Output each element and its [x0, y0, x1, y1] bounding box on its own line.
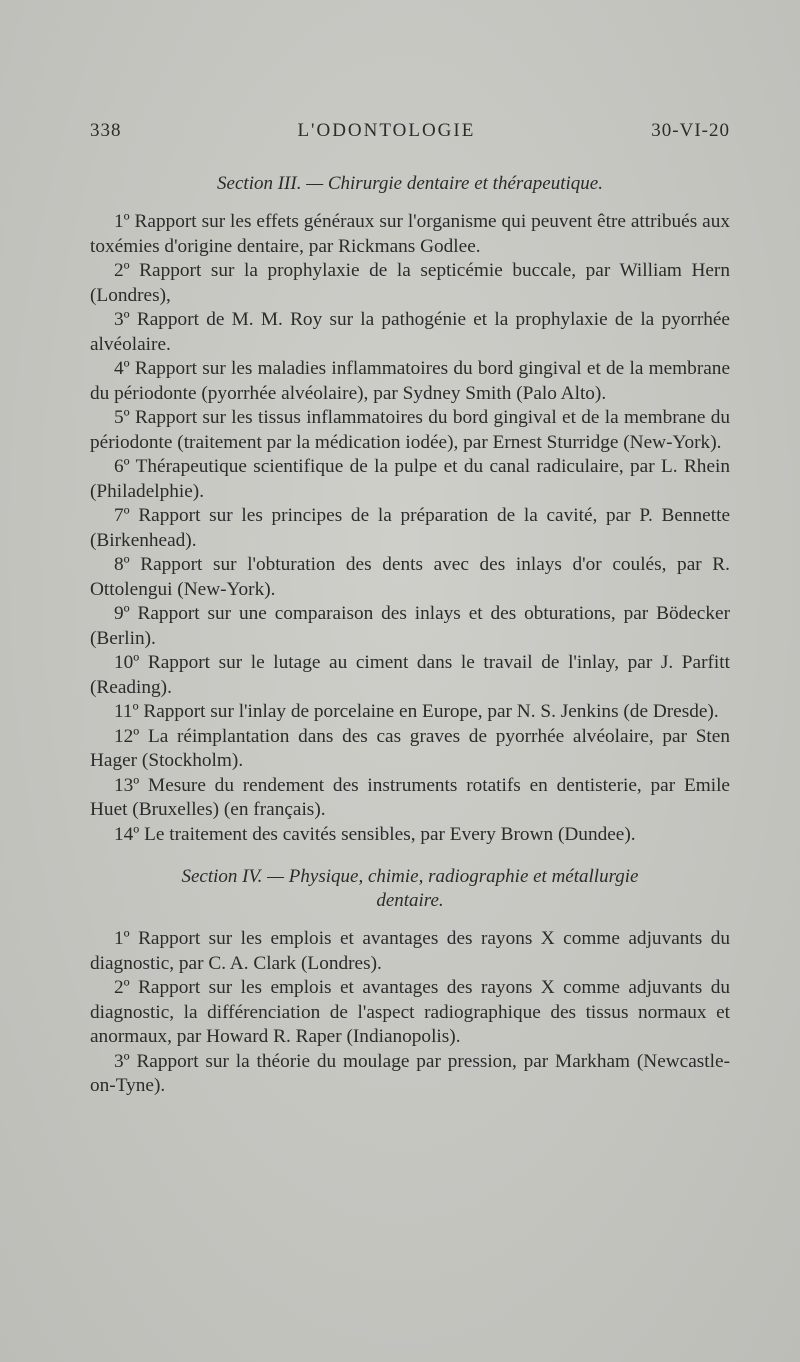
- list-item: 1º Rapport sur les emplois et avantages des rayons X comme adjuvants du diagnostic, par C. A. Clark (Londres).: [90, 928, 730, 974]
- section-iv-title: [90, 865, 730, 913]
- list-item: 5º Rapport sur les tissus inflammatoires du bord gingival et de la membrane du périodonte (traitement par la médication iodée), par Ernest Sturridge (New-York).: [90, 407, 730, 453]
- list-item: 13º Mesure du rendement des instruments rotatifs en dentisterie, par Emile Huet (Bruxelles) (en français).: [90, 774, 730, 820]
- running-header: [90, 120, 730, 142]
- journal-title: L'ODONTOLOGIE: [297, 120, 476, 141]
- section-iv-list: [90, 927, 730, 1099]
- list-item: 1º Rapport sur les effets généraux sur l'organisme qui peuvent être attribués aux toxémies d'origine dentaire, par Rickmans Godlee.: [90, 211, 730, 257]
- list-item: 10º Rapport sur le lutage au ciment dans le travail de l'inlay, par J. Parfitt (Reading).: [90, 652, 730, 698]
- list-item: 3º Rapport sur la théorie du moulage par pression, par Markham (Newcastle-on-Tyne).: [90, 1050, 730, 1096]
- list-item: 3º Rapport de M. M. Roy sur la pathogénie et la prophylaxie de la pyorrhée alvéolaire.: [90, 309, 730, 355]
- section-iv-title-line1: Section IV. — Physique, chimie, radiographie et métallurgie: [181, 866, 639, 887]
- list-item: 8º Rapport sur l'obturation des dents avec des inlays d'or coulés, par R. Ottolengui (New-York).: [90, 554, 730, 600]
- section-iv-title-line2: dentaire.: [376, 890, 444, 911]
- list-item: 12º La réimplantation dans des cas graves de pyorrhée alvéolaire, par Sten Hager (Stockholm).: [90, 725, 730, 771]
- list-item: 2º Rapport sur la prophylaxie de la septicémie buccale, par William Hern (Londres),: [90, 260, 730, 306]
- section-iii-list: [90, 210, 730, 847]
- list-item: 9º Rapport sur une comparaison des inlays et des obturations, par Bödecker (Berlin).: [90, 603, 730, 649]
- section-iii-title: Section III. — Chirurgie dentaire et thérapeutique.: [217, 173, 603, 194]
- list-item: 11º Rapport sur l'inlay de porcelaine en Europe, par N. S. Jenkins (de Dresde).: [114, 701, 719, 722]
- list-item: 14º Le traitement des cavités sensibles, par Every Brown (Dundee).: [114, 823, 636, 845]
- document-page: [90, 120, 730, 1099]
- list-item: 6º Thérapeutique scientifique de la pulpe et du canal radiculaire, par L. Rhein (Philadelphie).: [90, 456, 730, 502]
- issue-date: 30-VI-20: [651, 120, 730, 141]
- page-number: 338: [90, 120, 122, 141]
- list-item: 7º Rapport sur les principes de la préparation de la cavité, par P. Bennette (Birkenhead).: [90, 505, 730, 551]
- list-item: 4º Rapport sur les maladies inflammatoires du bord gingival et de la membrane du périodonte (pyorrhée alvéolaire), par Sydney Smith (Palo Alto).: [90, 358, 730, 404]
- list-item: 2º Rapport sur les emplois et avantages des rayons X comme adjuvants du diagnostic, la différenciation de l'aspect radiographique des tissus normaux et anormaux, par Howard R. Raper (Indianopolis).: [90, 977, 730, 1047]
